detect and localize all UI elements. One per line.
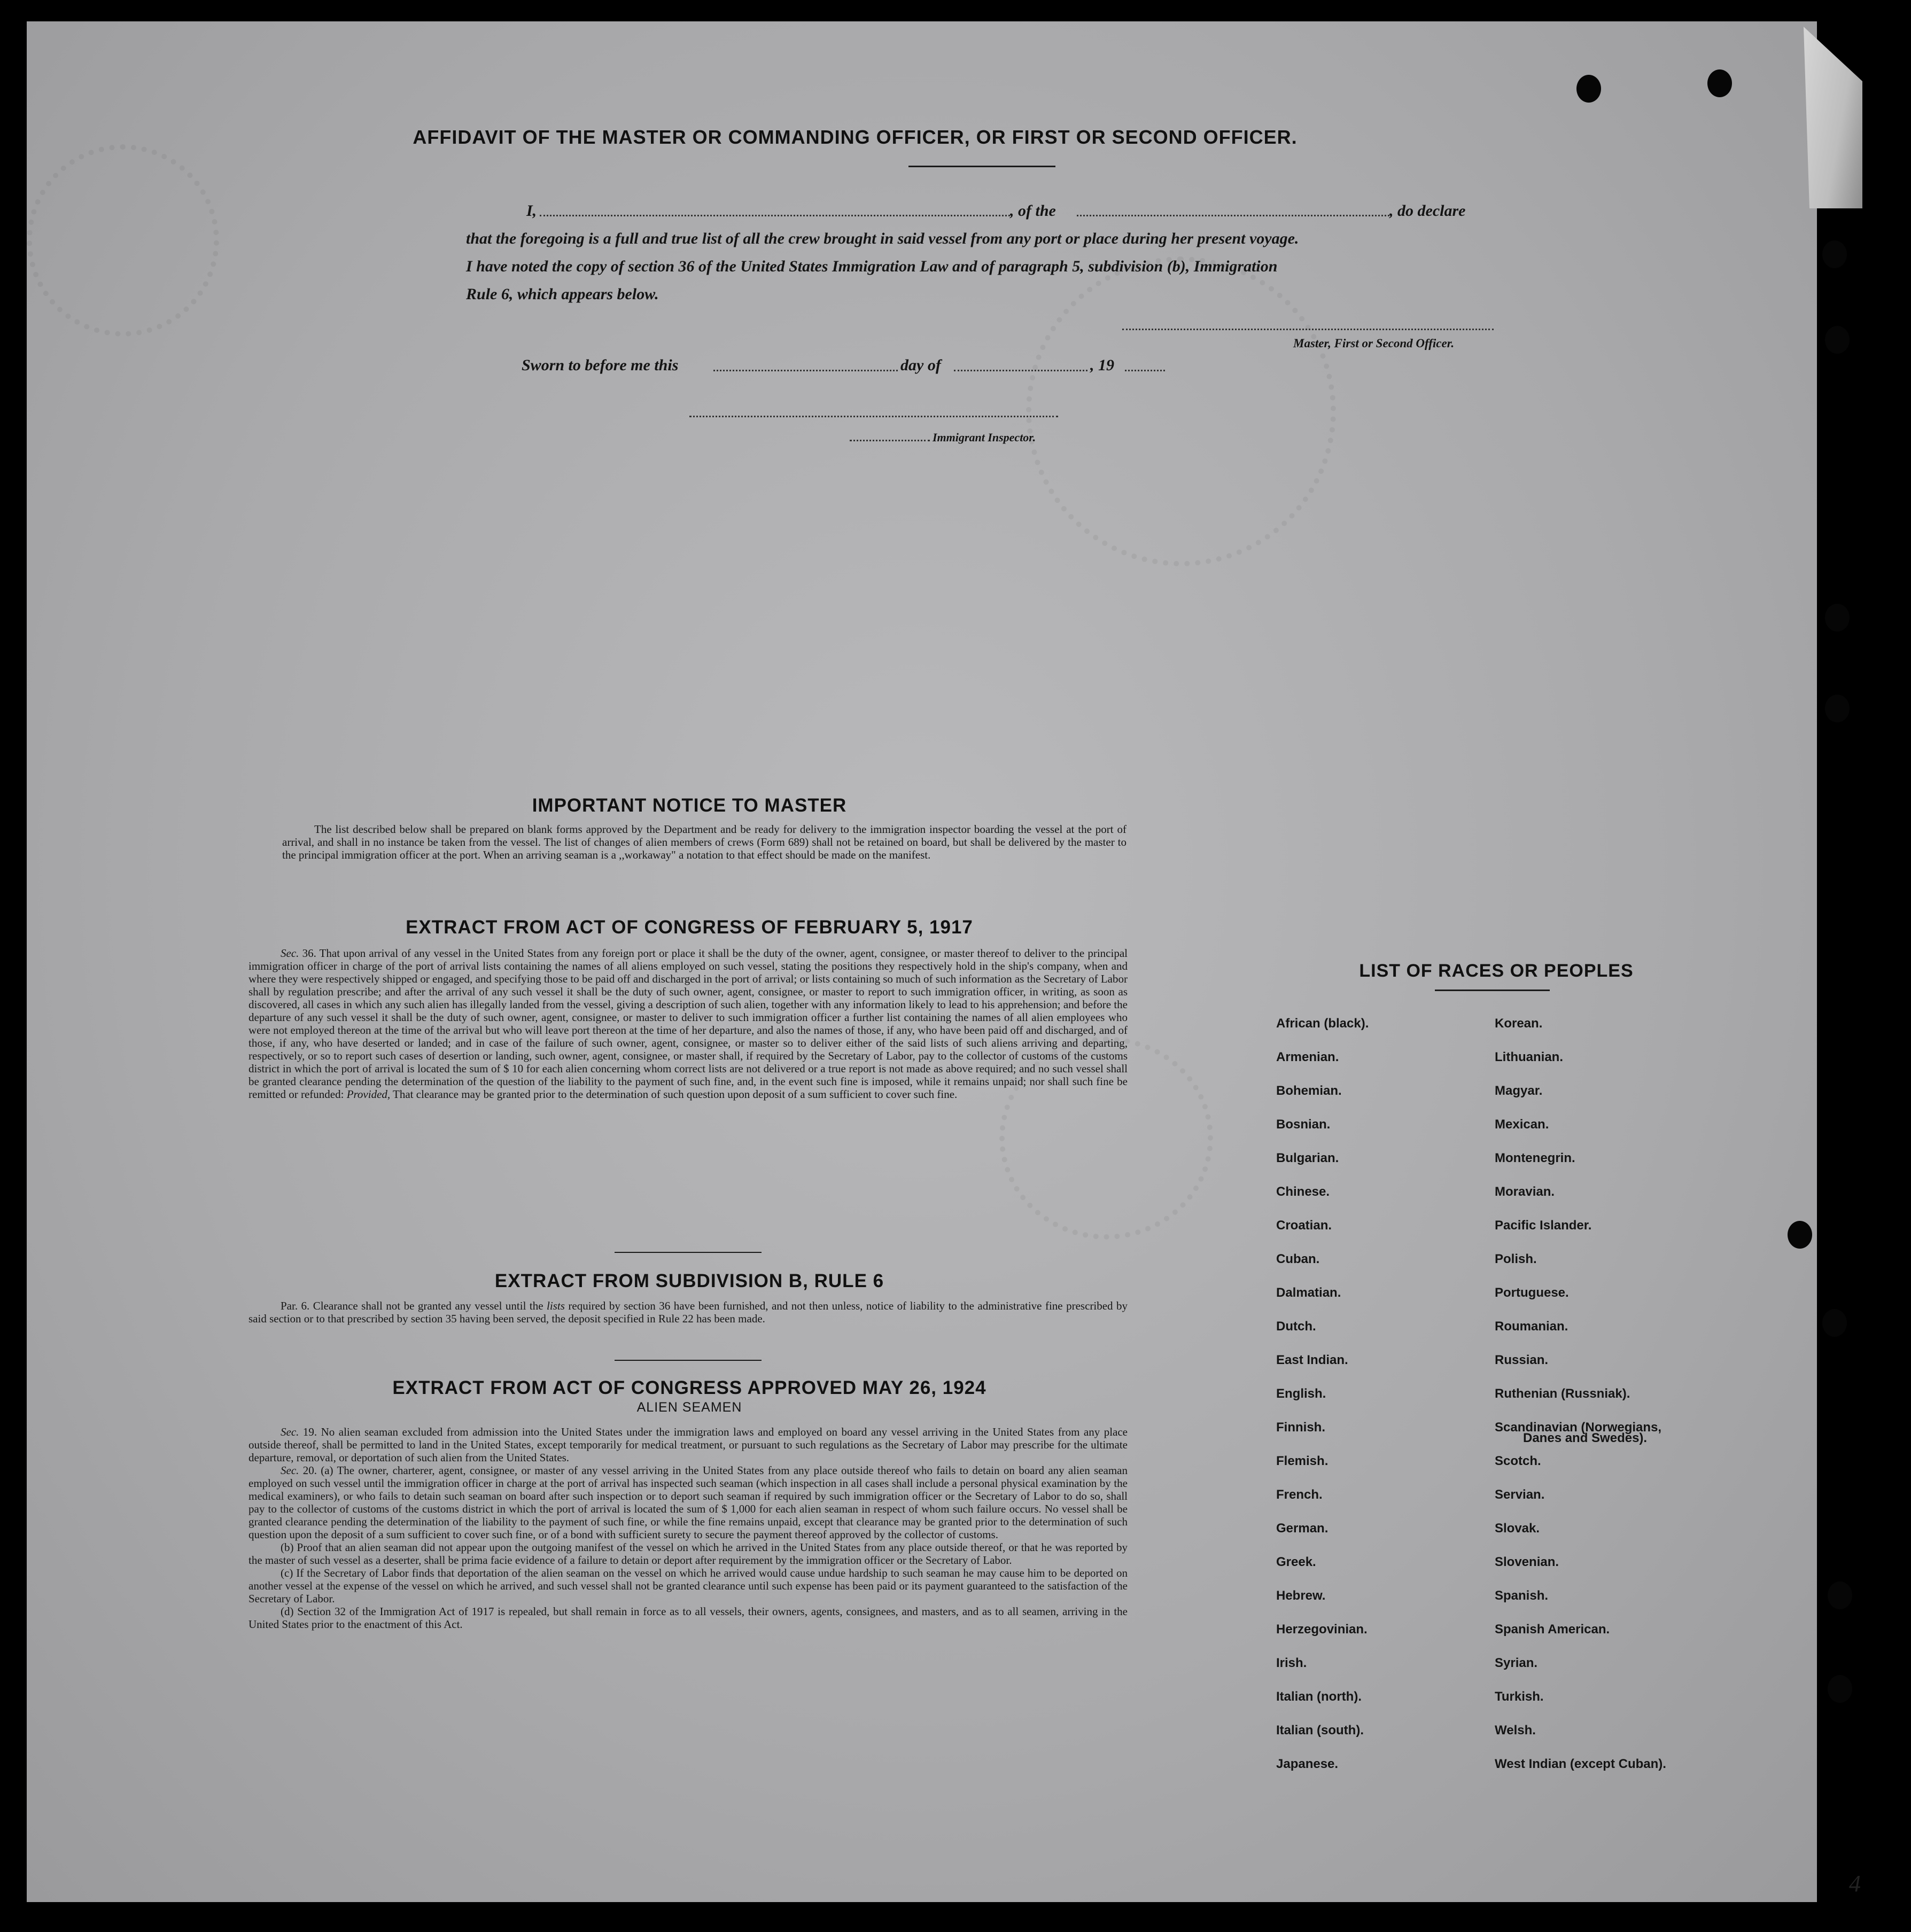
declaration-i: I, (526, 202, 537, 220)
left-race-item: Italian (north). (1276, 1689, 1362, 1704)
sworn-day-blank[interactable] (713, 370, 898, 371)
left-race-item: East Indian. (1276, 1353, 1348, 1367)
master-signature-caption: Master, First or Second Officer. (1293, 337, 1455, 350)
left-race-item: Finnish. (1276, 1420, 1325, 1435)
left-race-item: Greek. (1276, 1555, 1316, 1569)
left-race-item: Cuban. (1276, 1252, 1320, 1266)
right-race-item: Welsh. (1495, 1723, 1536, 1738)
left-race-item: Dalmatian. (1276, 1286, 1341, 1300)
sworn-year-blank[interactable] (1125, 370, 1165, 371)
left-race-item: Italian (south). (1276, 1723, 1364, 1738)
left-race-item: English. (1276, 1386, 1326, 1401)
races-rule (1435, 990, 1550, 991)
right-race-item: Spanish American. (1495, 1622, 1610, 1637)
faint-seal-center (1026, 256, 1336, 566)
right-race-item: Turkish. (1495, 1689, 1544, 1704)
rule6-post: required by section 36 have been furnished, and not then unless, notice of liability to the administrative fine prescribed by said section or to that prescribed by section 35 having been served, the deposit specified in Rule 22 has been made. (248, 1299, 1128, 1325)
extract-1924-body (248, 1425, 1128, 1631)
punch-hole (1825, 326, 1850, 354)
sec-20d-text: (d) Section 32 of the Immigration Act of 1917 is repealed, but shall remain in force as to all vessels, their owners, agents, consignees, and masters, and as to all seamen, arriving in the United States prior to the enactment of this Act. (248, 1605, 1128, 1631)
left-race-item: German. (1276, 1521, 1329, 1536)
rule6-title: EXTRACT FROM SUBDIVISION B, RULE 6 (494, 1271, 884, 1291)
name-blank[interactable] (540, 215, 1010, 216)
right-race-item: Roumanian. (1495, 1319, 1568, 1334)
section-divider (615, 1252, 762, 1253)
left-race-item: Japanese. (1276, 1757, 1339, 1771)
left-race-item: Irish. (1276, 1656, 1307, 1670)
punch-hole (1825, 604, 1850, 632)
left-race-item: African (black). (1276, 1016, 1369, 1031)
right-race-item: Ruthenian (Russniak). (1495, 1386, 1630, 1401)
affidavit-text-1: that the foregoing is a full and true list of all the crew brought in said vessel from any port or place during her present voyage. (466, 230, 1299, 247)
sec-20-label: Sec. (281, 1464, 299, 1477)
punch-hole (1825, 695, 1850, 722)
sworn-text: Sworn to before me this (522, 356, 679, 374)
left-race-item: Armenian. (1276, 1050, 1339, 1064)
inspector-caption: Immigrant Inspector. (933, 431, 1036, 444)
right-race-item: Mexican. (1495, 1117, 1549, 1132)
affidavit-rule (908, 166, 1055, 167)
sec-36-text: 36. That upon arrival of any vessel in the United States from any foreign port or place it shall be the duty of the owner, agent, consignee, or master thereof to deliver to the principal immigration officer in charge of the port of arrival lists containing the names of all aliens employed on such vessel, stating the positions they respectively hold in the ship's company, when and where they were respectively shipped or engaged, and specifying those to be paid off and discharged in the port of arrival; or lists containing so much of such information as the Secretary of Labor shall by regulation prescribe; and after the arrival of any such vessel it shall be the duty of such owner, agent, consignee, or master to report to such immigration officer, in writing, as soon as discovered, all cases in which any such alien has illegally landed from the vessel, giving a description of such alien, together with any information likely to lead to his apprehension; and before the departure of any such vessel it shall be the duty of such owner, agent, consignee, or master to deliver to such immigration officer a further list containing the names of all alien employees who were not employed thereon at the time of the arrival but who will leave port thereon at the time of her departure, and also the names of those, if any, who have been paid off and discharged, and of those, if any, who have deserted or landed; and in case of the failure of such owner, agent, consignee, or master so to deliver either of the said lists of such aliens arriving and departing, respectively, or so to report such cases of desertion or landing, such owner, agent, consignee, or master shall, if required by the Secretary of Labor, pay to the collector of customs of the customs district in which the port of arrival is located the sum of $ 10 for each alien concerning whom correct lists are not delivered or a true report is not made as above required; and no such vessel shall be granted clearance pending the determination of the question of the liability to the payment of such fine, and, in the event such fine is imposed, while it remains unpaid; nor shall such fine be remitted or refunded: (248, 947, 1128, 1101)
rule6-lists-word: lists (547, 1299, 565, 1312)
left-race-item: French. (1276, 1487, 1323, 1502)
master-signature-line[interactable] (1122, 329, 1494, 330)
inspector-name-line[interactable] (850, 440, 930, 441)
punch-hole (1822, 1309, 1847, 1337)
left-race-item: Hebrew. (1276, 1588, 1326, 1603)
punch-hole (1828, 1675, 1852, 1703)
sworn-year: , 19 (1090, 356, 1114, 374)
sec-20c-text: (c) If the Secretary of Labor finds that deportation of the alien seaman on the vessel on which he arrived would cause undue hardship to such seaman he may cause him to be deported on another vessel at the expense of the vessel on which he arrived, and such vessel shall not be granted clearance until such expense has been paid or its payment guaranteed to the satisfaction of the Secretary of Labor. (248, 1567, 1128, 1605)
notice-body (282, 823, 1127, 861)
section-divider (615, 1360, 762, 1361)
right-race-item: Spanish. (1495, 1588, 1549, 1603)
declaration-of: , of the (1010, 202, 1056, 220)
right-race-item: Russian. (1495, 1353, 1549, 1367)
sec-20b-text: (b) Proof that an alien seaman did not appear upon the outgoing manifest of the vessel on which he arrived in the United States from any place outside thereof, or that he was reported by the master of such vessel as a deserter, shall be prima facie evidence of a failure to detain or deport after requirement by the immigration officer or the Secretary of Labor. (248, 1541, 1128, 1567)
race-continuation: Danes and Swedes). (1523, 1431, 1648, 1445)
right-race-item: Pacific Islander. (1495, 1218, 1592, 1233)
declaration-do: , do declare (1389, 202, 1466, 220)
right-race-item: Slovenian. (1495, 1555, 1559, 1569)
sec-19-text: 19. No alien seaman excluded from admission into the United States under the immigration laws and employed on board any vessel arriving in the United States from any place outside thereof, shall be permitted to land in the United States, except temporarily for medical treatment, or pursuant to such regulations as the Secretary of Labor may prescribe for the ultimate departure, removal, or deportation of such alien from the United States. (248, 1425, 1128, 1464)
punch-hole (1828, 1582, 1852, 1609)
right-race-item: Syrian. (1495, 1656, 1538, 1670)
folded-corner (1804, 27, 1862, 208)
vessel-blank[interactable] (1077, 215, 1389, 216)
left-race-item: Flemish. (1276, 1454, 1329, 1468)
left-race-item: Chinese. (1276, 1185, 1330, 1199)
extract-1917-title: EXTRACT FROM ACT OF CONGRESS OF FEBRUARY 5, 1917 (406, 917, 973, 938)
extract-1924-subtitle: ALIEN SEAMEN (636, 1400, 742, 1415)
inspector-signature-line[interactable] (689, 416, 1058, 417)
affidavit-text-3: Rule 6, which appears below. (466, 285, 659, 303)
punch-hole (1788, 1221, 1812, 1249)
right-race-item: Polish. (1495, 1252, 1537, 1266)
races-title: LIST OF RACES OR PEOPLES (1359, 961, 1634, 981)
punch-hole (1707, 69, 1732, 97)
left-race-item: Dutch. (1276, 1319, 1316, 1334)
right-race-item: Moravian. (1495, 1185, 1555, 1199)
sworn-day-of: day of (900, 356, 941, 374)
right-race-item: Servian. (1495, 1487, 1545, 1502)
sec-36-label: Sec. (281, 947, 299, 960)
rule6-pre: Par. 6. Clearance shall not be granted any vessel until the (281, 1299, 543, 1312)
right-race-item: Lithuanian. (1495, 1050, 1563, 1064)
extract-1917-body (248, 947, 1128, 1101)
right-race-item: Magyar. (1495, 1084, 1543, 1098)
rule6-body (248, 1299, 1128, 1325)
sec-20a-text: 20. (a) The owner, charterer, agent, consignee, or master of any vessel arriving in the United States from any place outside thereof who fails to detain on board any alien seaman employed on such vessel until the immigration officer in charge at the port of arrival has inspected such seaman (which inspection in all cases shall include a personal physical examination by the medical examiners), or who fails to detain such seaman on board after such inspection or to deport such seaman if required by such immigration officer or the Secretary of Labor to do so, shall pay to the collector of customs of the customs district in which the port of arrival is located the sum of $ 1,000 for each alien seaman in respect of whom such failure occurs. No vessel shall be granted clearance pending the determination of the liability to the payment of such fine, or while the fine remains unpaid, except that clearance may be granted prior to the determination of such question upon the deposit of a sum sufficient to cover such fine, or of a bond with sufficient surety to secure the payment thereof approved by the collector of customs. (248, 1464, 1128, 1541)
right-race-item: Slovak. (1495, 1521, 1540, 1536)
affidavit-title: AFFIDAVIT OF THE MASTER OR COMMANDING OFFICER, OR FIRST OR SECOND OFFICER. (413, 126, 1298, 148)
right-race-item: Portuguese. (1495, 1286, 1569, 1300)
punch-hole (1576, 75, 1601, 103)
right-race-item: Scandinavian (Norwegians, (1495, 1420, 1662, 1435)
notice-paragraph: The list described below shall be prepared on blank forms approved by the Department and be ready for delivery to the immigration inspector boarding the vessel at the port of arrival, and shall in no instance be taken from the vessel. The list of changes of alien members of crews (Form 689) shall not be retained on board, but shall be delivered by the master to the principal immigration officer at the port. When an arriving seaman is a ,,workaway" a notation to that effect should be made on the manifest. (282, 823, 1127, 861)
left-race-item: Herzegovinian. (1276, 1622, 1368, 1637)
left-race-item: Bulgarian. (1276, 1151, 1339, 1165)
sworn-month-blank[interactable] (954, 370, 1087, 371)
left-race-item: Croatian. (1276, 1218, 1332, 1233)
affidavit-text-2: I have noted the copy of section 36 of the United States Immigration Law and of paragraph 5, subdivision (b), Immigration (466, 258, 1278, 275)
faint-seal-left (27, 144, 219, 337)
corner-note: 4 (1849, 1871, 1861, 1897)
races-left-column (1276, 1016, 1369, 1790)
left-race-item: Bosnian. (1276, 1117, 1331, 1132)
right-race-item: Scotch. (1495, 1454, 1541, 1468)
right-race-item: West Indian (except Cuban). (1495, 1757, 1666, 1771)
right-race-item: Montenegrin. (1495, 1151, 1575, 1165)
sec-19-label: Sec. (281, 1425, 299, 1438)
extract-1924-title: EXTRACT FROM ACT OF CONGRESS APPROVED MAY 26, 1924 (392, 1377, 986, 1398)
notice-title: IMPORTANT NOTICE TO MASTER (532, 795, 847, 816)
left-race-item: Bohemian. (1276, 1084, 1342, 1098)
punch-hole (1822, 240, 1847, 268)
provided-word: Provided, (346, 1088, 391, 1101)
races-right-column (1495, 1016, 1666, 1790)
right-race-item: Korean. (1495, 1016, 1543, 1031)
sec-36-tail: That clearance may be granted prior to the determination of such question upon deposit of a sum sufficient to cover such fine. (393, 1088, 958, 1101)
